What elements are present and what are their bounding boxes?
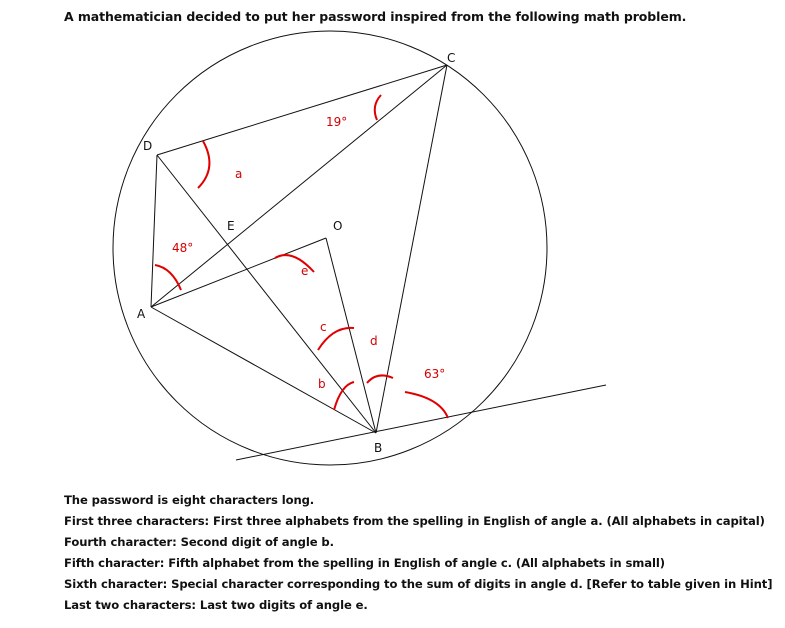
point-label-c: C [447,51,456,65]
rule-line: Fourth character: Second digit of angle b. [64,535,334,549]
arc-angle-19 [375,95,381,120]
segment-ob [326,238,376,433]
point-label-b: B [374,441,383,455]
point-label-d: D [143,139,153,153]
angle-label-63: 63° [424,367,446,381]
segment-dc [157,65,447,155]
point-label-a: A [137,307,146,321]
segments [151,65,447,433]
angle-arcs [155,95,448,418]
point-label-e: E [227,219,235,233]
segment-ab [151,307,376,433]
angle-label-d: d [370,334,378,348]
rule-line: Fifth character: Fifth alphabet from the spelling in English of angle c. (All alphabets in small) [64,556,665,570]
angle-label-b: b [318,377,326,391]
angle-label-19: 19° [326,115,348,129]
rule-line: The password is eight characters long. [64,493,315,507]
problem-intro: A mathematician decided to put her password inspired from the following math problem. [64,9,687,24]
angle-label-c: c [320,320,327,334]
arc-angle-b [334,382,354,410]
segment-da [151,155,157,307]
angle-label-48: 48° [172,241,194,255]
arc-angle-63 [405,392,448,418]
angle-label-e: e [301,264,309,278]
angle-label-a: a [235,167,243,181]
rule-line: Last two characters: Last two digits of angle e. [64,598,368,612]
arc-angle-a [198,141,209,188]
point-label-o: O [333,219,343,233]
rule-line: First three characters: First three alphabets from the spelling in English of angle a. (All alphabets in capital) [64,514,765,528]
rule-line: Sixth character: Special character corresponding to the sum of digits in angle d. [Refer to table given in Hint] [64,577,773,591]
segment-ca [151,65,447,307]
password-rules [64,490,772,616]
arc-angle-d [367,375,393,383]
